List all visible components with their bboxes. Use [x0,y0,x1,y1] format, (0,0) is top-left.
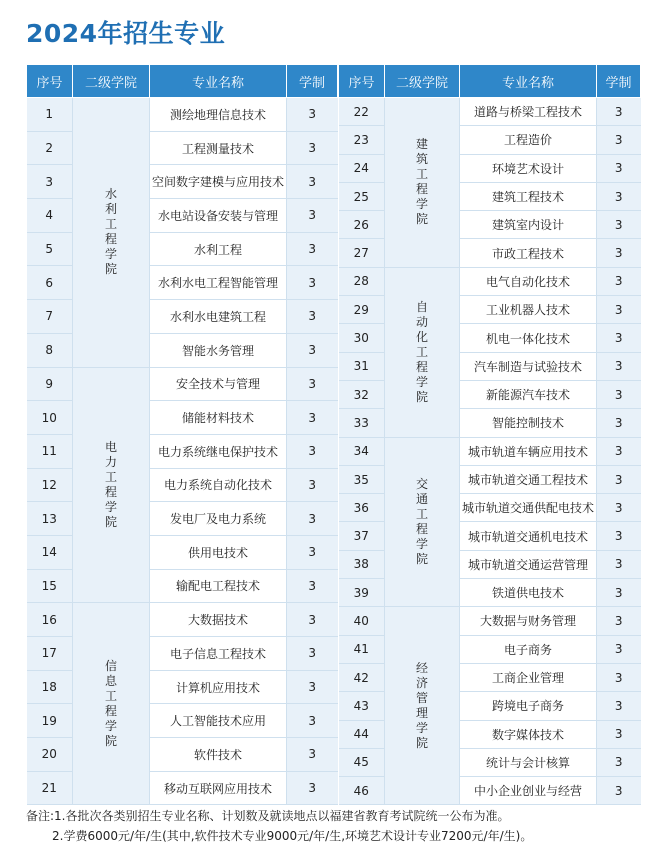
college-cell [385,98,460,268]
row-major: 环境艺术设计 [460,154,597,182]
row-years: 3 [287,232,338,266]
row-years: 3 [287,569,338,603]
row-num: 32 [339,380,385,408]
college-name: 交通工程学院 [415,476,428,566]
row-years: 3 [597,182,641,210]
row-years: 3 [287,367,338,401]
row-years: 3 [597,98,641,126]
row-major: 测绘地理信息技术 [150,98,287,132]
table-row [339,352,641,380]
note-line-1: 备注:1.各批次各类别招生专业名称、计划数及就读地点以福建省教育考试院统一公布为准。 [26,809,510,823]
table-row [27,367,338,401]
row-years: 3 [287,535,338,569]
row-years: 3 [597,635,641,663]
row-num: 43 [339,692,385,720]
row-major: 统计与会计核算 [460,748,597,776]
table-row [339,324,641,352]
row-num: 11 [27,434,73,468]
row-years: 3 [597,380,641,408]
row-major: 城市轨道车辆应用技术 [460,437,597,465]
row-major: 工程造价 [460,126,597,154]
college-cell [385,437,460,607]
row-years: 3 [287,401,338,435]
table-row [339,126,641,154]
row-years: 3 [287,468,338,502]
row-years: 3 [597,777,641,805]
row-major: 城市轨道交通机电技术 [460,522,597,550]
row-major: 水利水电工程智能管理 [150,266,287,300]
table-row [339,409,641,437]
row-years: 3 [287,434,338,468]
header-num: 序号 [27,65,73,98]
row-major: 汽车制造与试验技术 [460,352,597,380]
row-years: 3 [287,603,338,637]
note-line-2: 2.学费6000元/年/生(其中,软件技术专业9000元/年/生,环境艺术设计专业7200元/年/生)。 [52,829,533,843]
row-years: 3 [597,324,641,352]
row-major: 工商企业管理 [460,663,597,691]
row-years: 3 [597,267,641,295]
row-num: 18 [27,670,73,704]
table-row [339,607,641,635]
row-num: 9 [27,367,73,401]
row-major: 供用电技术 [150,535,287,569]
row-years: 3 [287,738,338,772]
row-num: 29 [339,296,385,324]
row-major: 新能源汽车技术 [460,380,597,408]
table-row [339,182,641,210]
row-num: 13 [27,502,73,536]
row-num: 6 [27,266,73,300]
row-major: 铁道供电技术 [460,579,597,607]
page-title: 2024年招生专业 [26,19,226,48]
row-major: 水利水电建筑工程 [150,300,287,334]
row-years: 3 [287,165,338,199]
row-num: 39 [339,579,385,607]
row-major: 道路与桥梁工程技术 [460,98,597,126]
table-body-left [27,98,338,805]
row-major: 电力系统自动化技术 [150,468,287,502]
college-name: 建筑工程学院 [415,137,428,227]
college-cell [73,603,150,805]
row-major: 软件技术 [150,738,287,772]
college-name: 水利工程学院 [104,187,117,277]
row-num: 3 [27,165,73,199]
row-major: 电气自动化技术 [460,267,597,295]
row-num: 31 [339,352,385,380]
row-major: 智能控制技术 [460,409,597,437]
college-cell [385,607,460,805]
college-cell [385,267,460,437]
row-num: 4 [27,199,73,233]
row-years: 3 [287,266,338,300]
row-major: 城市轨道交通工程技术 [460,465,597,493]
row-major: 市政工程技术 [460,239,597,267]
row-years: 3 [287,131,338,165]
header-years: 学制 [597,65,641,98]
table-row [339,579,641,607]
table-row [339,748,641,776]
row-major: 电子商务 [460,635,597,663]
table-row [339,635,641,663]
header-num: 序号 [339,65,385,98]
table-row [339,437,641,465]
row-years: 3 [287,502,338,536]
table-row [339,692,641,720]
row-years: 3 [597,239,641,267]
majors-table-right [338,64,641,805]
table-row [339,550,641,578]
row-years: 3 [597,720,641,748]
row-years: 3 [597,550,641,578]
table-row [339,211,641,239]
row-years: 3 [287,771,338,805]
table-row [339,154,641,182]
row-major: 工业机器人技术 [460,296,597,324]
table-row [339,267,641,295]
table-row [339,98,641,126]
row-num: 35 [339,465,385,493]
row-years: 3 [597,437,641,465]
table-row [339,239,641,267]
table-row [27,603,338,637]
table-row [339,494,641,522]
row-years: 3 [287,98,338,132]
college-cell [73,98,150,368]
row-num: 10 [27,401,73,435]
row-major: 移动互联网应用技术 [150,771,287,805]
row-num: 44 [339,720,385,748]
row-num: 36 [339,494,385,522]
row-major: 电子信息工程技术 [150,637,287,671]
row-major: 空间数字建模与应用技术 [150,165,287,199]
table-row [339,720,641,748]
row-num: 17 [27,637,73,671]
row-years: 3 [597,126,641,154]
row-major: 城市轨道交通运营管理 [460,550,597,578]
row-major: 电力系统继电保护技术 [150,434,287,468]
table-header-row [27,65,338,98]
row-major: 计算机应用技术 [150,670,287,704]
college-name: 经济管理学院 [415,660,428,750]
row-num: 42 [339,663,385,691]
college-cell [73,367,150,603]
row-years: 3 [597,692,641,720]
row-num: 19 [27,704,73,738]
row-years: 3 [597,494,641,522]
row-major: 大数据与财务管理 [460,607,597,635]
row-num: 16 [27,603,73,637]
row-num: 1 [27,98,73,132]
table-row [27,98,338,132]
header-college: 二级学院 [73,65,150,98]
row-major: 水电站设备安装与管理 [150,199,287,233]
row-num: 23 [339,126,385,154]
row-num: 25 [339,182,385,210]
row-years: 3 [597,522,641,550]
row-years: 3 [287,637,338,671]
row-num: 40 [339,607,385,635]
row-num: 2 [27,131,73,165]
row-years: 3 [287,670,338,704]
table-header-row [339,65,641,98]
row-years: 3 [597,154,641,182]
row-major: 工程测量技术 [150,131,287,165]
table-row [339,380,641,408]
row-major: 储能材料技术 [150,401,287,435]
table-row [339,663,641,691]
row-years: 3 [597,296,641,324]
row-num: 34 [339,437,385,465]
row-major: 城市轨道交通供配电技术 [460,494,597,522]
row-years: 3 [597,607,641,635]
row-num: 21 [27,771,73,805]
row-num: 15 [27,569,73,603]
header-years: 学制 [287,65,338,98]
row-major: 建筑工程技术 [460,182,597,210]
row-num: 28 [339,267,385,295]
row-major: 智能水务管理 [150,333,287,367]
row-years: 3 [597,579,641,607]
row-major: 输配电工程技术 [150,569,287,603]
row-num: 33 [339,409,385,437]
row-num: 7 [27,300,73,334]
row-years: 3 [597,211,641,239]
table-row [339,296,641,324]
row-major: 水利工程 [150,232,287,266]
row-years: 3 [287,300,338,334]
row-years: 3 [597,352,641,380]
college-name: 信息工程学院 [104,658,117,748]
row-num: 12 [27,468,73,502]
row-major: 发电厂及电力系统 [150,502,287,536]
row-years: 3 [597,465,641,493]
table-row [339,465,641,493]
table-row [339,522,641,550]
header-major: 专业名称 [150,65,287,98]
row-major: 机电一体化技术 [460,324,597,352]
row-years: 3 [597,748,641,776]
row-num: 30 [339,324,385,352]
row-num: 38 [339,550,385,578]
row-num: 41 [339,635,385,663]
row-years: 3 [287,199,338,233]
row-major: 建筑室内设计 [460,211,597,239]
row-num: 26 [339,211,385,239]
row-num: 46 [339,777,385,805]
row-num: 37 [339,522,385,550]
majors-table-left [26,64,338,805]
row-major: 大数据技术 [150,603,287,637]
row-num: 45 [339,748,385,776]
header-major: 专业名称 [460,65,597,98]
row-years: 3 [287,333,338,367]
row-num: 22 [339,98,385,126]
row-num: 20 [27,738,73,772]
row-years: 3 [597,663,641,691]
row-years: 3 [287,704,338,738]
table-body-right [339,98,641,805]
table-row [339,777,641,805]
row-num: 5 [27,232,73,266]
row-major: 数字媒体技术 [460,720,597,748]
row-num: 8 [27,333,73,367]
row-num: 14 [27,535,73,569]
row-years: 3 [597,409,641,437]
college-name: 电力工程学院 [104,439,117,529]
college-name: 自动化工程学院 [415,299,428,404]
row-major: 跨境电子商务 [460,692,597,720]
row-num: 27 [339,239,385,267]
majors-table-container [26,64,639,805]
row-major: 安全技术与管理 [150,367,287,401]
notes [26,806,532,846]
header-college: 二级学院 [385,65,460,98]
row-major: 中小企业创业与经营 [460,777,597,805]
row-major: 人工智能技术应用 [150,704,287,738]
row-num: 24 [339,154,385,182]
